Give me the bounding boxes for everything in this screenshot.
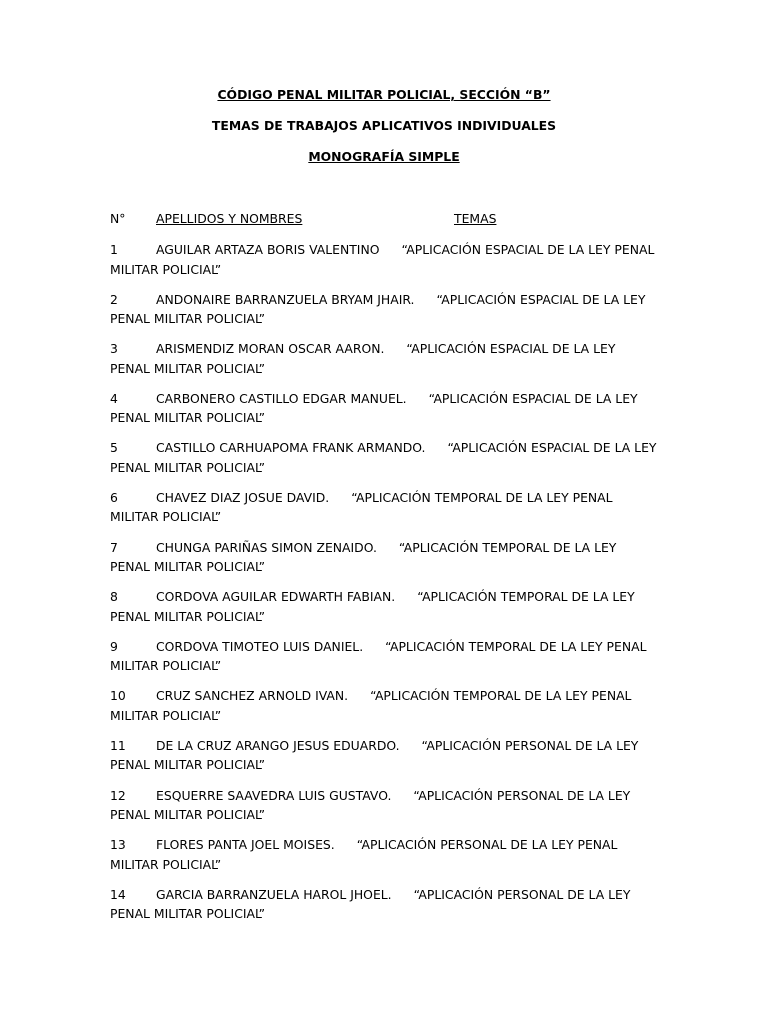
- entry-student-name: CARBONERO CASTILLO EDGAR MANUEL.: [156, 390, 407, 406]
- list-item: [110, 389, 658, 428]
- list-item: [110, 637, 658, 676]
- document-type: MONOGRAFÍA SIMPLE: [308, 149, 460, 164]
- list-item: [110, 339, 658, 378]
- entry-student-name: DE LA CRUZ ARANGO JESUS EDUARDO.: [156, 737, 400, 753]
- entry-topic: “APLICACIÓN TEMPORAL DE LA LEY PENAL MILITAR POLICIAL”: [110, 638, 647, 674]
- entry-number: 9: [110, 638, 118, 654]
- entry-topic: “APLICACIÓN ESPACIAL DE LA LEY PENAL MILITAR POLICIAL”: [110, 390, 638, 426]
- entry-student-name: ESQUERRE SAAVEDRA LUIS GUSTAVO.: [156, 787, 392, 803]
- list-item: [110, 686, 658, 725]
- entry-number: 8: [110, 589, 118, 605]
- entry-student-name: FLORES PANTA JOEL MOISES.: [156, 837, 335, 853]
- entry-number: 1: [110, 242, 118, 257]
- student-list: [110, 240, 658, 934]
- entry-student-name: CRUZ SANCHEZ ARNOLD IVAN.: [156, 688, 349, 704]
- entry-topic: “APLICACIÓN ESPACIAL DE LA LEY PENAL MILITAR POLICIAL”: [110, 291, 646, 327]
- entry-student-name: CHAVEZ DIAZ JOSUE DAVID.: [156, 489, 330, 505]
- entry-number: 10: [110, 688, 126, 704]
- column-topics-header: TEMAS: [454, 211, 497, 226]
- entry-student-name: GARCIA BARRANZUELA HAROL JHOEL.: [156, 886, 392, 902]
- entry-number: 6: [110, 489, 118, 505]
- table-header: [110, 211, 670, 227]
- entry-topic: “APLICACIÓN TEMPORAL DE LA LEY PENAL MILITAR POLICIAL”: [110, 489, 613, 525]
- entry-topic: “APLICACIÓN PERSONAL DE LA LEY PENAL MILITAR POLICIAL”: [110, 737, 639, 773]
- list-item: [110, 538, 658, 577]
- list-item: [110, 835, 658, 874]
- entry-number: 2: [110, 291, 118, 307]
- entry-student-name: CHUNGA PARIÑAS SIMON ZENAIDO.: [156, 539, 377, 555]
- list-item: [110, 885, 658, 924]
- list-item: [110, 438, 658, 477]
- entry-topic: “APLICACIÓN PERSONAL DE LA LEY PENAL MILITAR POLICIAL”: [110, 787, 631, 823]
- entry-topic: “APLICACIÓN ESPACIAL DE LA LEY PENAL MILITAR POLICIAL”: [110, 341, 616, 376]
- list-item: [110, 736, 658, 775]
- document-subtitle: TEMAS DE TRABAJOS APLICATIVOS INDIVIDUALES: [211, 118, 557, 133]
- entry-number: 13: [110, 837, 126, 853]
- entry-topic: “APLICACIÓN TEMPORAL DE LA LEY PENAL MILITAR POLICIAL”: [110, 539, 617, 575]
- column-number-header: N°: [110, 211, 126, 226]
- entry-number: 12: [110, 787, 126, 803]
- entry-student-name: AGUILAR ARTAZA BORIS VALENTINO: [156, 242, 380, 257]
- column-names-header: APELLIDOS Y NOMBRES: [156, 211, 303, 226]
- entry-number: 7: [110, 539, 118, 555]
- entry-topic: “APLICACIÓN ESPACIAL DE LA LEY PENAL MILITAR POLICIAL”: [110, 440, 657, 475]
- list-item: [110, 786, 658, 825]
- entry-number: 5: [110, 440, 118, 456]
- list-item: [110, 587, 658, 626]
- list-item: [110, 488, 658, 527]
- entry-number: 14: [110, 886, 126, 902]
- entry-student-name: ARISMENDIZ MORAN OSCAR AARON.: [156, 341, 385, 357]
- entry-topic: “APLICACIÓN PERSONAL DE LA LEY PENAL MILITAR POLICIAL”: [110, 886, 631, 922]
- entry-student-name: CORDOVA AGUILAR EDWARTH FABIAN.: [156, 589, 396, 605]
- entry-student-name: CORDOVA TIMOTEO LUIS DANIEL.: [156, 638, 364, 654]
- entry-student-name: CASTILLO CARHUAPOMA FRANK ARMANDO.: [156, 440, 426, 456]
- entry-topic: “APLICACIÓN TEMPORAL DE LA LEY PENAL MILITAR POLICIAL”: [110, 688, 632, 723]
- entry-number: 3: [110, 341, 118, 357]
- entry-student-name: ANDONAIRE BARRANZUELA BRYAM JHAIR.: [156, 291, 415, 307]
- entry-number: 4: [110, 390, 118, 406]
- entry-number: 11: [110, 737, 126, 753]
- document-title: CÓDIGO PENAL MILITAR POLICIAL, SECCIÓN “B”: [217, 87, 551, 102]
- list-item: [110, 290, 658, 329]
- entry-topic: “APLICACIÓN TEMPORAL DE LA LEY PENAL MILITAR POLICIAL”: [110, 589, 635, 624]
- entry-topic: “APLICACIÓN ESPACIAL DE LA LEY PENAL MILITAR POLICIAL”: [110, 242, 655, 277]
- entry-topic: “APLICACIÓN PERSONAL DE LA LEY PENAL MILITAR POLICIAL”: [110, 837, 618, 872]
- list-item: [110, 240, 658, 279]
